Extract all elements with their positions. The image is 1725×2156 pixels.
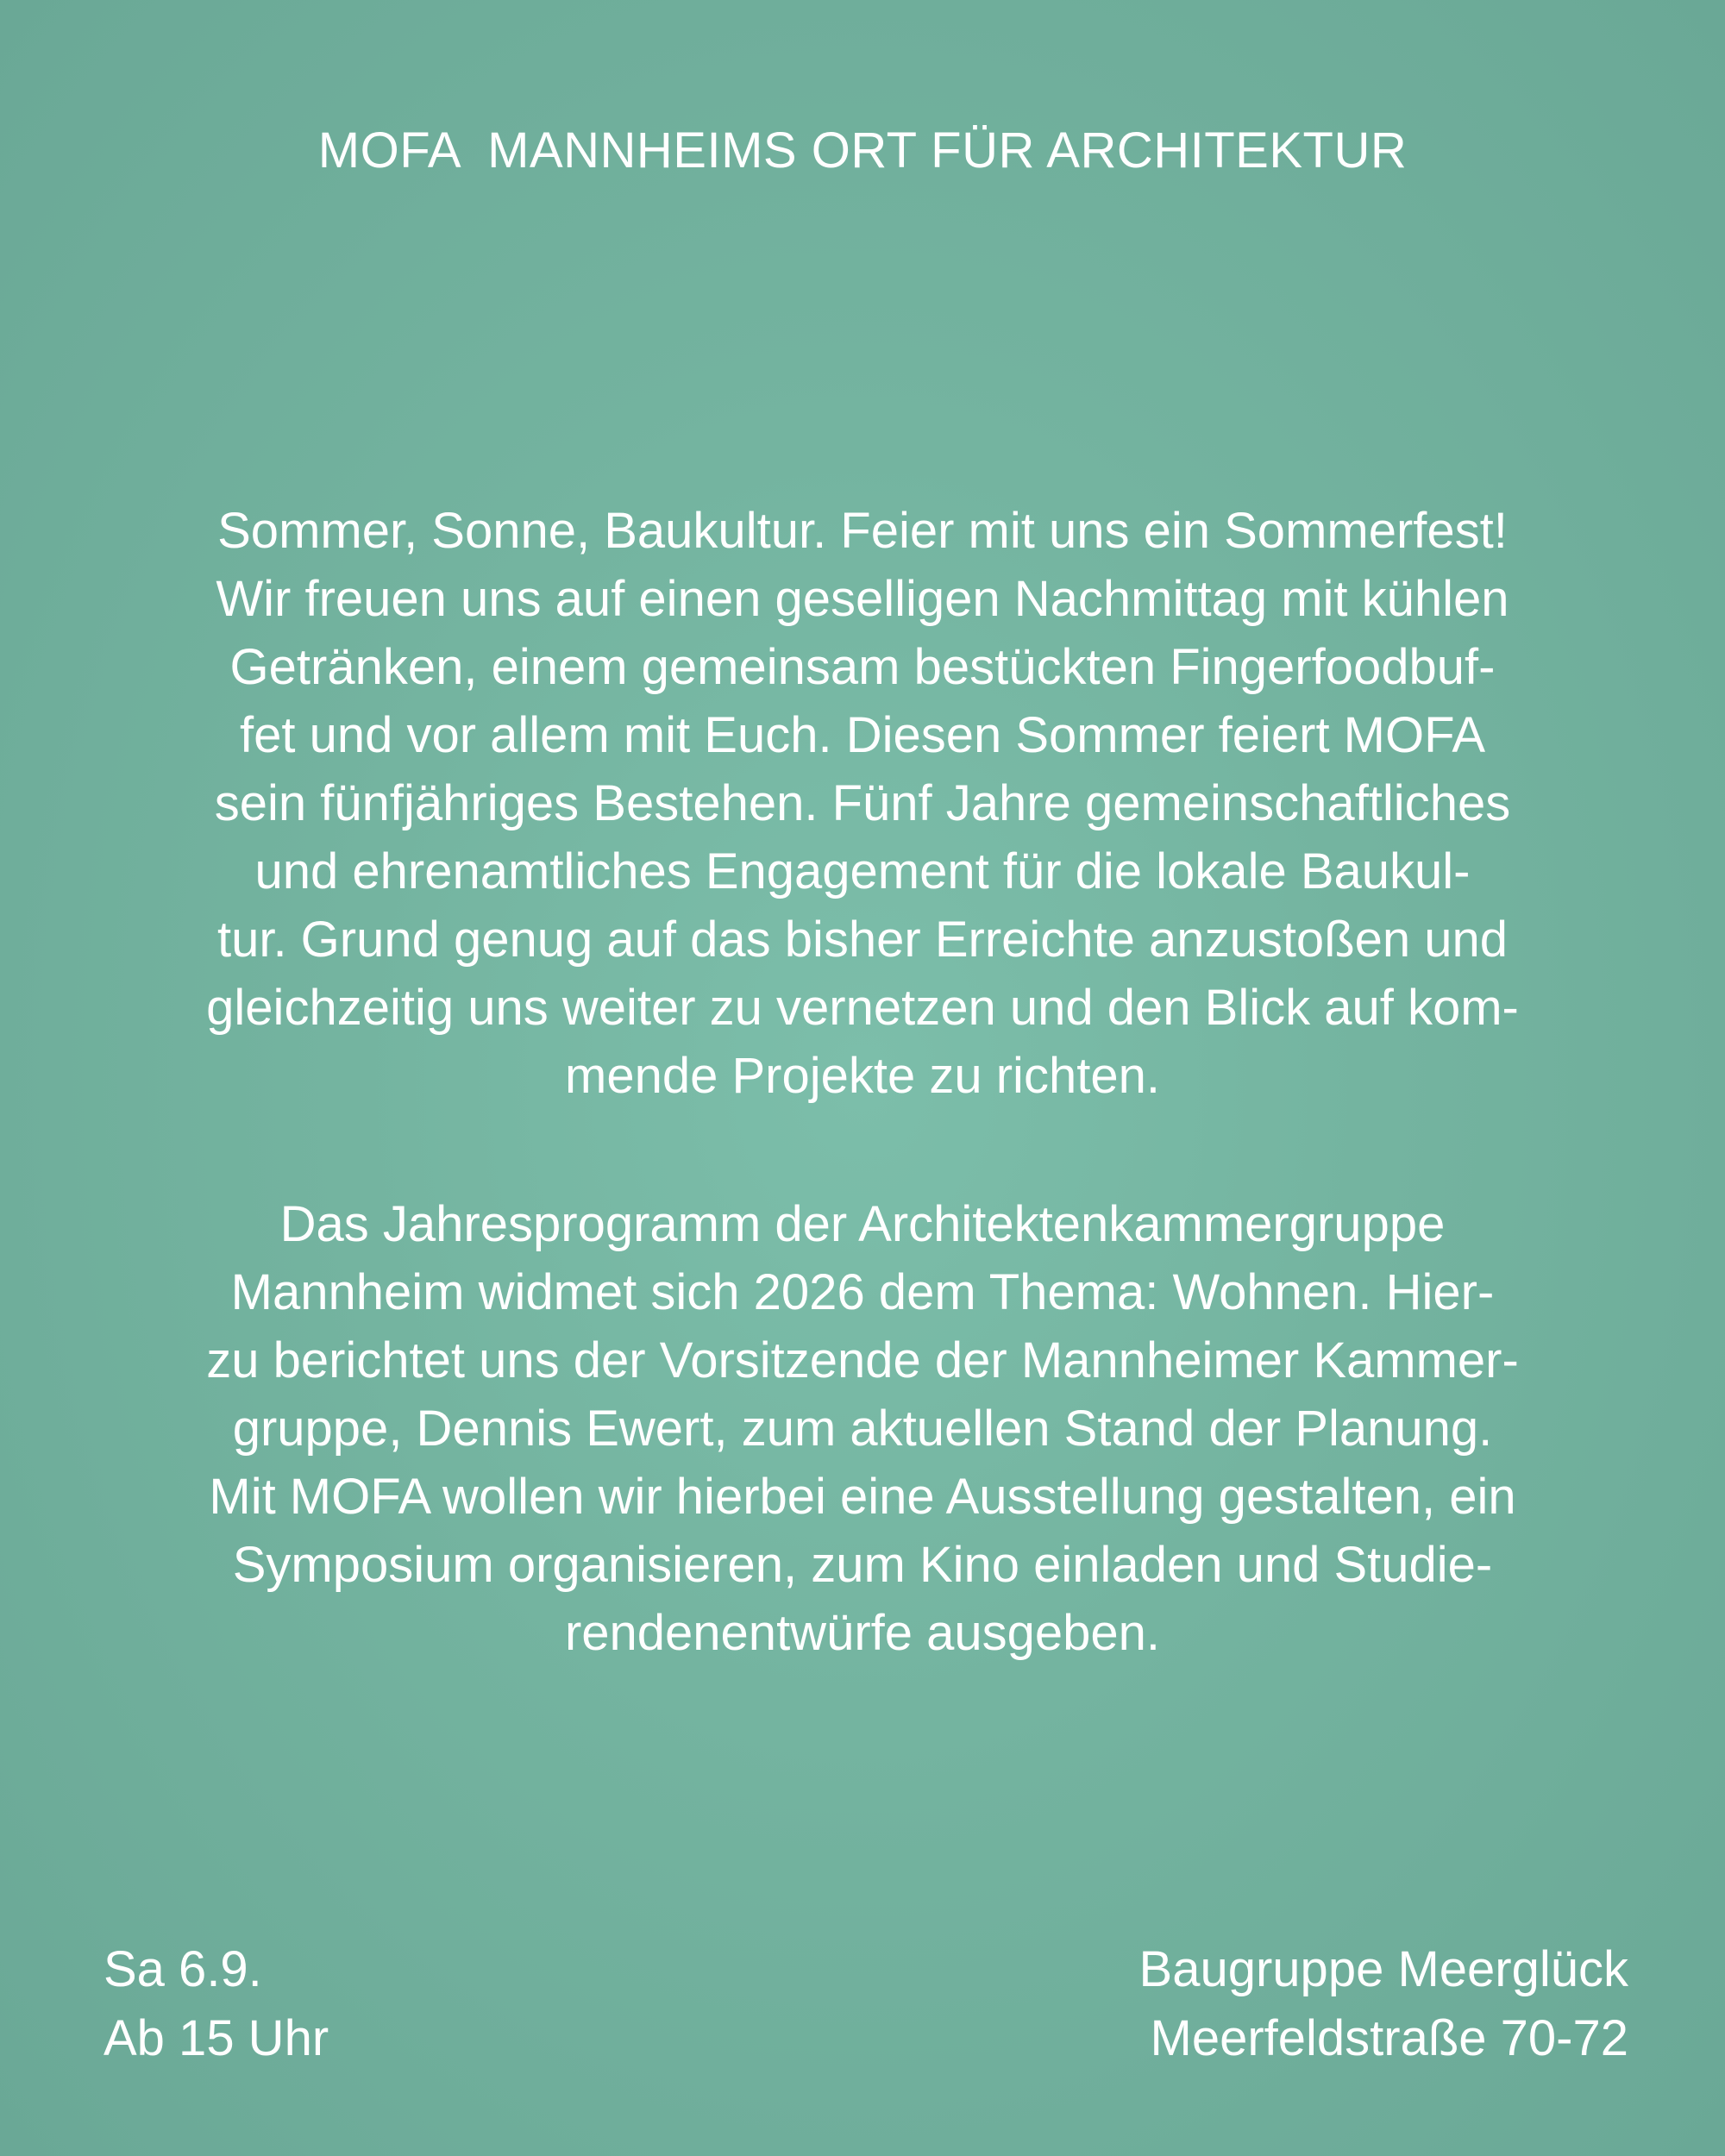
text-line: Mit MOFA wollen wir hierbei eine Ausstellung gestalten, ein	[209, 1469, 1516, 1525]
text-line: Getränken, einem gemeinsam bestückten Fingerfoodbuf-	[229, 639, 1496, 695]
text-line: fet und vor allem mit Euch. Diesen Sommer feiert MOFA	[239, 707, 1486, 763]
text-line: Wir freuen uns auf einen geselligen Nachmittag mit kühlen	[216, 571, 1509, 627]
event-time: Ab 15 Uhr	[104, 2010, 329, 2066]
text-line: zu berichtet uns der Vorsitzende der Mannheimer Kammer-	[206, 1332, 1519, 1388]
event-date: Sa 6.9.	[104, 1941, 262, 1997]
text-line: rendenentwürfe ausgeben.	[564, 1605, 1161, 1661]
text-line: Das Jahresprogramm der Architektenkammergruppe	[279, 1196, 1446, 1252]
text-line: Sommer, Sonne, Baukultur. Feier mit uns ein Sommerfest!	[217, 503, 1508, 559]
text-line: und ehrenamtliches Engagement für die lokale Baukul-	[254, 843, 1471, 899]
text-line: Symposium organisieren, zum Kino einladen und Studie-	[232, 1537, 1493, 1593]
event-datetime	[104, 1935, 329, 2073]
paragraph-annual-program	[86, 1190, 1639, 1667]
paragraph-summer-festival	[86, 497, 1639, 1110]
text-line: Mannheim widmet sich 2026 dem Thema: Wohnen. Hier-	[230, 1264, 1495, 1320]
text-line: tur. Grund genug auf das bisher Erreichte anzustoßen und	[216, 912, 1509, 968]
text-line: gruppe, Dennis Ewert, zum aktuellen Stand der Planung.	[232, 1401, 1493, 1457]
text-line: mende Projekte zu richten.	[565, 1048, 1160, 1104]
event-address: Meerfeldstraße 70-72	[1150, 2010, 1628, 2066]
event-location	[1139, 1935, 1628, 2073]
text-line: sein fünfjähriges Bestehen. Fünf Jahre gemeinschaftliches	[214, 775, 1511, 831]
page-title: MOFA MANNHEIMS ORT FÜR ARCHITEKTUR	[317, 122, 1408, 179]
text-line: gleichzeitig uns weiter zu vernetzen und den Blick auf kom-	[206, 980, 1519, 1036]
event-venue: Baugruppe Meerglück	[1138, 1941, 1628, 1997]
